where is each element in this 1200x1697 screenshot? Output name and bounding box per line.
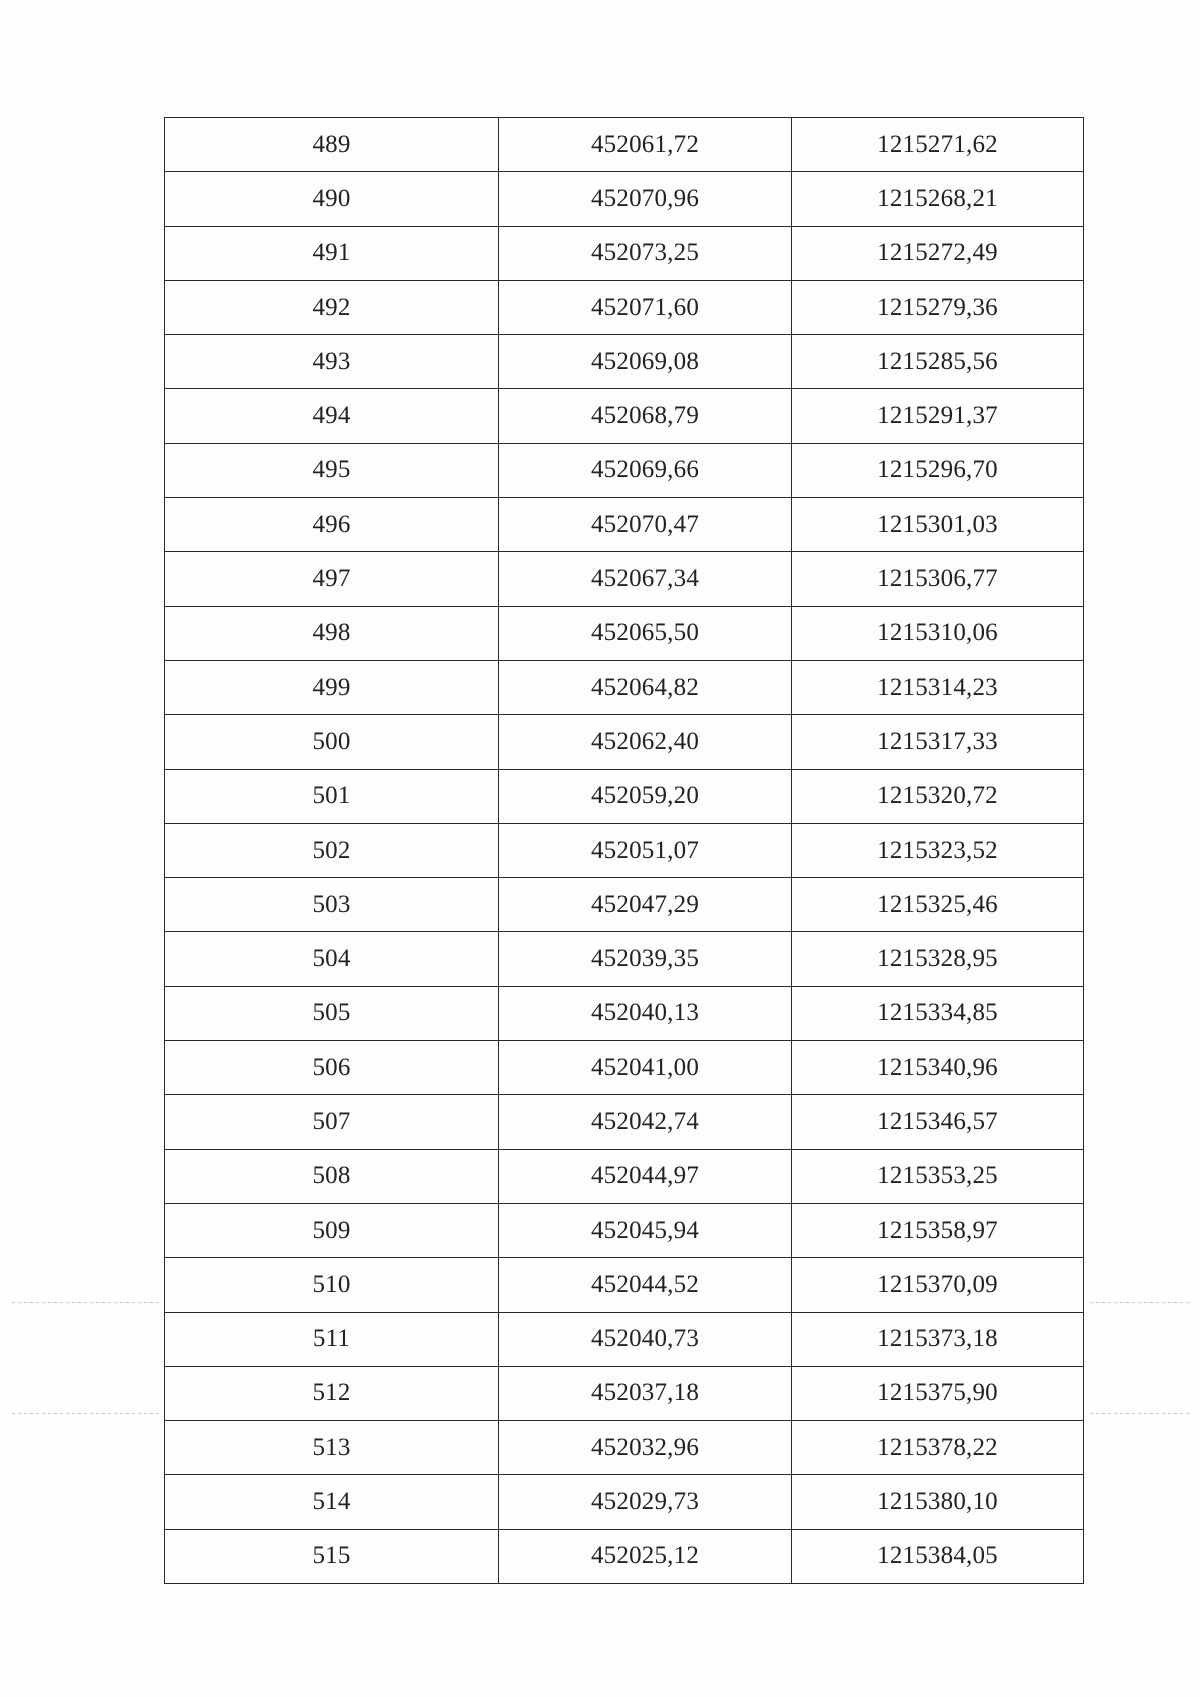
point-number-cell: 495 — [165, 443, 499, 497]
y-coordinate-cell: 1215296,70 — [792, 443, 1084, 497]
x-coordinate-cell: 452071,60 — [499, 280, 792, 334]
point-number-cell: 491 — [165, 226, 499, 280]
table-row — [165, 443, 1084, 497]
x-coordinate-cell: 452061,72 — [499, 118, 792, 172]
point-number-cell: 515 — [165, 1529, 499, 1583]
y-coordinate-cell: 1215334,85 — [792, 986, 1084, 1040]
point-number-cell: 510 — [165, 1258, 499, 1312]
point-number-cell: 511 — [165, 1312, 499, 1366]
table-row — [165, 552, 1084, 606]
table-row — [165, 118, 1084, 172]
y-coordinate-cell: 1215291,37 — [792, 389, 1084, 443]
x-coordinate-cell: 452065,50 — [499, 606, 792, 660]
point-number-cell: 503 — [165, 878, 499, 932]
y-coordinate-cell: 1215373,18 — [792, 1312, 1084, 1366]
y-coordinate-cell: 1215285,56 — [792, 335, 1084, 389]
x-coordinate-cell: 452040,13 — [499, 986, 792, 1040]
point-number-cell: 489 — [165, 118, 499, 172]
y-coordinate-cell: 1215375,90 — [792, 1366, 1084, 1420]
y-coordinate-cell: 1215317,33 — [792, 715, 1084, 769]
point-number-cell: 500 — [165, 715, 499, 769]
x-coordinate-cell: 452045,94 — [499, 1203, 792, 1257]
y-coordinate-cell: 1215271,62 — [792, 118, 1084, 172]
point-number-cell: 501 — [165, 769, 499, 823]
y-coordinate-cell: 1215301,03 — [792, 498, 1084, 552]
y-coordinate-cell: 1215314,23 — [792, 660, 1084, 714]
point-number-cell: 498 — [165, 606, 499, 660]
x-coordinate-cell: 452047,29 — [499, 878, 792, 932]
x-coordinate-cell: 452062,40 — [499, 715, 792, 769]
y-coordinate-cell: 1215323,52 — [792, 823, 1084, 877]
table-row — [165, 1095, 1084, 1149]
x-coordinate-cell: 452069,66 — [499, 443, 792, 497]
point-number-cell: 506 — [165, 1041, 499, 1095]
y-coordinate-cell: 1215328,95 — [792, 932, 1084, 986]
y-coordinate-cell: 1215272,49 — [792, 226, 1084, 280]
y-coordinate-cell: 1215340,96 — [792, 1041, 1084, 1095]
table-row — [165, 606, 1084, 660]
y-coordinate-cell: 1215380,10 — [792, 1475, 1084, 1529]
y-coordinate-cell: 1215378,22 — [792, 1421, 1084, 1475]
table-row — [165, 769, 1084, 823]
x-coordinate-cell: 452025,12 — [499, 1529, 792, 1583]
point-number-cell: 497 — [165, 552, 499, 606]
coordinates-table — [164, 117, 1084, 1584]
x-coordinate-cell: 452029,73 — [499, 1475, 792, 1529]
x-coordinate-cell: 452051,07 — [499, 823, 792, 877]
table-row — [165, 335, 1084, 389]
point-number-cell: 509 — [165, 1203, 499, 1257]
x-coordinate-cell: 452068,79 — [499, 389, 792, 443]
y-coordinate-cell: 1215310,06 — [792, 606, 1084, 660]
table-row — [165, 1041, 1084, 1095]
table-row — [165, 389, 1084, 443]
x-coordinate-cell: 452059,20 — [499, 769, 792, 823]
point-number-cell: 508 — [165, 1149, 499, 1203]
point-number-cell: 490 — [165, 172, 499, 226]
x-coordinate-cell: 452044,97 — [499, 1149, 792, 1203]
y-coordinate-cell: 1215268,21 — [792, 172, 1084, 226]
point-number-cell: 504 — [165, 932, 499, 986]
table-row — [165, 1421, 1084, 1475]
y-coordinate-cell: 1215306,77 — [792, 552, 1084, 606]
x-coordinate-cell: 452039,35 — [499, 932, 792, 986]
x-coordinate-cell: 452073,25 — [499, 226, 792, 280]
scan-artifact — [1090, 1413, 1190, 1414]
scan-artifact — [12, 1413, 162, 1414]
x-coordinate-cell: 452040,73 — [499, 1312, 792, 1366]
table-row — [165, 986, 1084, 1040]
y-coordinate-cell: 1215384,05 — [792, 1529, 1084, 1583]
table-row — [165, 660, 1084, 714]
table-row — [165, 1258, 1084, 1312]
x-coordinate-cell: 452037,18 — [499, 1366, 792, 1420]
table-row — [165, 1475, 1084, 1529]
scan-artifact — [12, 1302, 162, 1303]
table-row — [165, 1203, 1084, 1257]
table-row — [165, 932, 1084, 986]
y-coordinate-cell: 1215325,46 — [792, 878, 1084, 932]
y-coordinate-cell: 1215346,57 — [792, 1095, 1084, 1149]
table-row — [165, 1366, 1084, 1420]
table-row — [165, 1312, 1084, 1366]
point-number-cell: 514 — [165, 1475, 499, 1529]
y-coordinate-cell: 1215353,25 — [792, 1149, 1084, 1203]
table-row — [165, 1529, 1084, 1583]
point-number-cell: 513 — [165, 1421, 499, 1475]
coordinates-table-body — [165, 118, 1084, 1584]
y-coordinate-cell: 1215320,72 — [792, 769, 1084, 823]
point-number-cell: 494 — [165, 389, 499, 443]
y-coordinate-cell: 1215358,97 — [792, 1203, 1084, 1257]
x-coordinate-cell: 452044,52 — [499, 1258, 792, 1312]
table-row — [165, 715, 1084, 769]
table-row — [165, 280, 1084, 334]
x-coordinate-cell: 452070,47 — [499, 498, 792, 552]
table-row — [165, 226, 1084, 280]
y-coordinate-cell: 1215370,09 — [792, 1258, 1084, 1312]
table-row — [165, 878, 1084, 932]
point-number-cell: 507 — [165, 1095, 499, 1149]
point-number-cell: 502 — [165, 823, 499, 877]
table-row — [165, 498, 1084, 552]
scan-artifact — [1090, 1302, 1190, 1303]
table-row — [165, 823, 1084, 877]
x-coordinate-cell: 452042,74 — [499, 1095, 792, 1149]
x-coordinate-cell: 452070,96 — [499, 172, 792, 226]
x-coordinate-cell: 452069,08 — [499, 335, 792, 389]
point-number-cell: 499 — [165, 660, 499, 714]
point-number-cell: 492 — [165, 280, 499, 334]
y-coordinate-cell: 1215279,36 — [792, 280, 1084, 334]
point-number-cell: 493 — [165, 335, 499, 389]
x-coordinate-cell: 452041,00 — [499, 1041, 792, 1095]
point-number-cell: 496 — [165, 498, 499, 552]
table-row — [165, 1149, 1084, 1203]
x-coordinate-cell: 452067,34 — [499, 552, 792, 606]
point-number-cell: 505 — [165, 986, 499, 1040]
x-coordinate-cell: 452064,82 — [499, 660, 792, 714]
x-coordinate-cell: 452032,96 — [499, 1421, 792, 1475]
table-row — [165, 172, 1084, 226]
point-number-cell: 512 — [165, 1366, 499, 1420]
